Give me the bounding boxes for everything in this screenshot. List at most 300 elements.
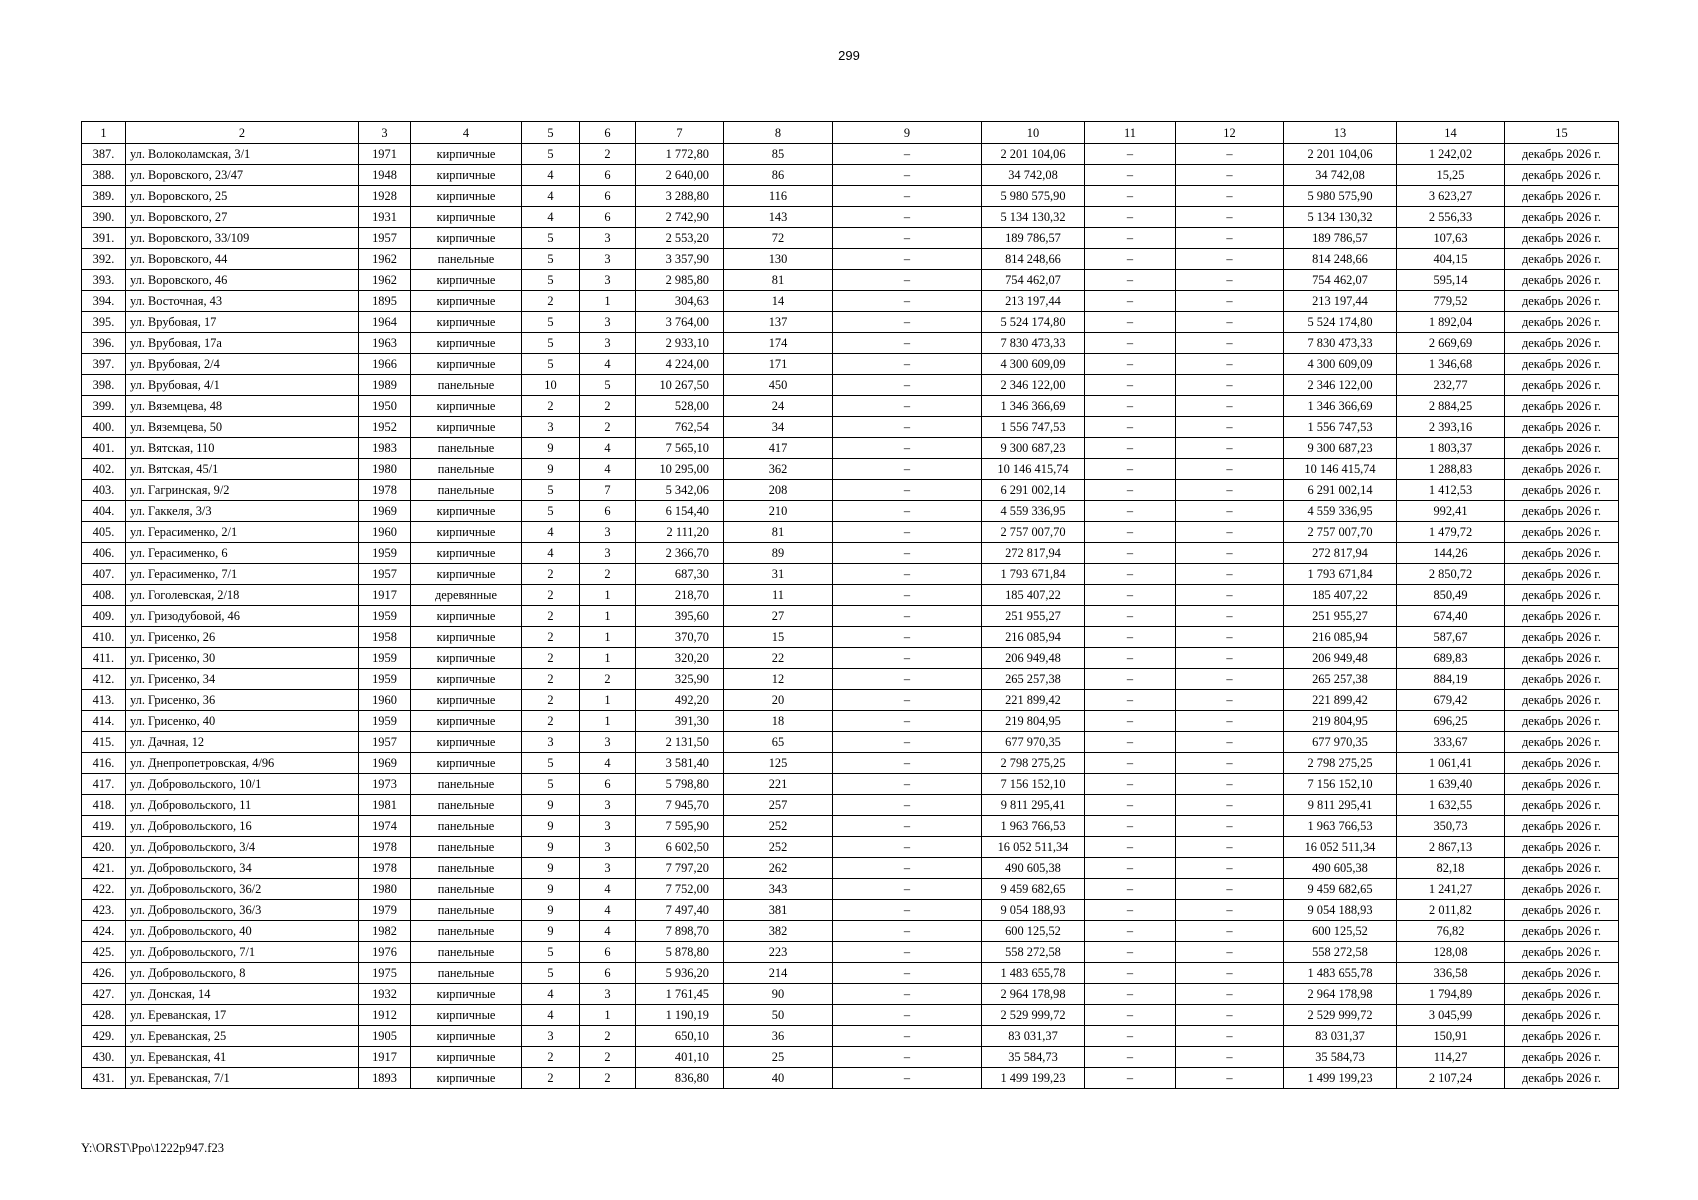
cell-year-built: 1974 bbox=[359, 816, 411, 837]
cell-entrances: 4 bbox=[580, 753, 636, 774]
cell-wall-material: панельные bbox=[411, 795, 522, 816]
cell-cost-per-m2: 350,73 bbox=[1397, 816, 1505, 837]
cell-wall-material: деревянные bbox=[411, 585, 522, 606]
cell-year-built: 1917 bbox=[359, 585, 411, 606]
cell-total-area: 2 131,50 bbox=[636, 732, 724, 753]
cell-col-11: – bbox=[1085, 879, 1176, 900]
cell-deadline: декабрь 2026 г. bbox=[1505, 648, 1619, 669]
cell-cost-total: 10 146 415,74 bbox=[982, 459, 1085, 480]
cell-col-12: – bbox=[1176, 1068, 1284, 1089]
cell-col-12: – bbox=[1176, 858, 1284, 879]
cell-row-number: 417. bbox=[82, 774, 126, 795]
cell-cost-total: 490 605,38 bbox=[982, 858, 1085, 879]
cell-address: ул. Ереванская, 25 bbox=[126, 1026, 359, 1047]
cell-cost-13: 206 949,48 bbox=[1284, 648, 1397, 669]
cell-entrances: 3 bbox=[580, 333, 636, 354]
cell-deadline: декабрь 2026 г. bbox=[1505, 690, 1619, 711]
cell-deadline: декабрь 2026 г. bbox=[1505, 228, 1619, 249]
cell-deadline: декабрь 2026 г. bbox=[1505, 144, 1619, 165]
cell-col-11: – bbox=[1085, 144, 1176, 165]
cell-cost-per-m2: 1 794,89 bbox=[1397, 984, 1505, 1005]
table-row bbox=[82, 1047, 1619, 1068]
cell-deadline: декабрь 2026 г. bbox=[1505, 1026, 1619, 1047]
cell-floors: 5 bbox=[522, 774, 580, 795]
cell-col-11: – bbox=[1085, 270, 1176, 291]
cell-cost-per-m2: 333,67 bbox=[1397, 732, 1505, 753]
cell-residents: 174 bbox=[724, 333, 833, 354]
cell-col-12: – bbox=[1176, 1005, 1284, 1026]
cell-col-12: – bbox=[1176, 732, 1284, 753]
cell-col-9: – bbox=[833, 480, 982, 501]
cell-row-number: 423. bbox=[82, 900, 126, 921]
cell-wall-material: кирпичные bbox=[411, 711, 522, 732]
cell-row-number: 406. bbox=[82, 543, 126, 564]
cell-cost-13: 9 811 295,41 bbox=[1284, 795, 1397, 816]
cell-cost-total: 216 085,94 bbox=[982, 627, 1085, 648]
cell-wall-material: кирпичные bbox=[411, 144, 522, 165]
table-row bbox=[82, 207, 1619, 228]
cell-cost-per-m2: 336,58 bbox=[1397, 963, 1505, 984]
cell-col-12: – bbox=[1176, 963, 1284, 984]
cell-address: ул. Герасименко, 7/1 bbox=[126, 564, 359, 585]
cell-col-11: – bbox=[1085, 564, 1176, 585]
cell-wall-material: кирпичные bbox=[411, 207, 522, 228]
cell-col-12: – bbox=[1176, 228, 1284, 249]
cell-year-built: 1895 bbox=[359, 291, 411, 312]
cell-year-built: 1980 bbox=[359, 459, 411, 480]
cell-total-area: 5 878,80 bbox=[636, 942, 724, 963]
cell-col-11: – bbox=[1085, 585, 1176, 606]
cell-deadline: декабрь 2026 г. bbox=[1505, 585, 1619, 606]
cell-col-9: – bbox=[833, 207, 982, 228]
cell-col-11: – bbox=[1085, 291, 1176, 312]
cell-deadline: декабрь 2026 г. bbox=[1505, 942, 1619, 963]
cell-cost-total: 185 407,22 bbox=[982, 585, 1085, 606]
cell-wall-material: кирпичные bbox=[411, 354, 522, 375]
cell-col-11: – bbox=[1085, 375, 1176, 396]
cell-floors: 5 bbox=[522, 753, 580, 774]
cell-address: ул. Ереванская, 41 bbox=[126, 1047, 359, 1068]
cell-cost-13: 10 146 415,74 bbox=[1284, 459, 1397, 480]
cell-col-9: – bbox=[833, 438, 982, 459]
cell-col-12: – bbox=[1176, 900, 1284, 921]
cell-cost-13: 4 300 609,09 bbox=[1284, 354, 1397, 375]
cell-deadline: декабрь 2026 г. bbox=[1505, 669, 1619, 690]
cell-col-9: – bbox=[833, 522, 982, 543]
cell-entrances: 1 bbox=[580, 606, 636, 627]
cell-deadline: декабрь 2026 г. bbox=[1505, 333, 1619, 354]
table-row bbox=[82, 732, 1619, 753]
cell-col-9: – bbox=[833, 963, 982, 984]
cell-col-9: – bbox=[833, 165, 982, 186]
cell-total-area: 2 933,10 bbox=[636, 333, 724, 354]
cell-col-12: – bbox=[1176, 249, 1284, 270]
column-header-1: 1 bbox=[82, 122, 126, 144]
cell-row-number: 414. bbox=[82, 711, 126, 732]
cell-cost-total: 9 459 682,65 bbox=[982, 879, 1085, 900]
cell-cost-13: 5 980 575,90 bbox=[1284, 186, 1397, 207]
cell-residents: 262 bbox=[724, 858, 833, 879]
cell-year-built: 1905 bbox=[359, 1026, 411, 1047]
cell-address: ул. Гризодубовой, 46 bbox=[126, 606, 359, 627]
cell-cost-per-m2: 696,25 bbox=[1397, 711, 1505, 732]
cell-wall-material: кирпичные bbox=[411, 165, 522, 186]
cell-col-12: – bbox=[1176, 1026, 1284, 1047]
cell-cost-13: 2 529 999,72 bbox=[1284, 1005, 1397, 1026]
cell-row-number: 405. bbox=[82, 522, 126, 543]
cell-cost-total: 1 346 366,69 bbox=[982, 396, 1085, 417]
cell-year-built: 1978 bbox=[359, 480, 411, 501]
cell-deadline: декабрь 2026 г. bbox=[1505, 207, 1619, 228]
cell-col-9: – bbox=[833, 879, 982, 900]
cell-floors: 5 bbox=[522, 942, 580, 963]
cell-deadline: декабрь 2026 г. bbox=[1505, 438, 1619, 459]
cell-col-9: – bbox=[833, 312, 982, 333]
cell-entrances: 3 bbox=[580, 858, 636, 879]
cell-floors: 9 bbox=[522, 438, 580, 459]
cell-deadline: декабрь 2026 г. bbox=[1505, 711, 1619, 732]
cell-col-9: – bbox=[833, 1047, 982, 1068]
cell-deadline: декабрь 2026 г. bbox=[1505, 795, 1619, 816]
cell-residents: 12 bbox=[724, 669, 833, 690]
cell-col-11: – bbox=[1085, 228, 1176, 249]
cell-floors: 5 bbox=[522, 501, 580, 522]
cell-deadline: декабрь 2026 г. bbox=[1505, 627, 1619, 648]
cell-year-built: 1959 bbox=[359, 606, 411, 627]
cell-deadline: декабрь 2026 г. bbox=[1505, 858, 1619, 879]
cell-floors: 3 bbox=[522, 732, 580, 753]
cell-residents: 85 bbox=[724, 144, 833, 165]
cell-entrances: 6 bbox=[580, 963, 636, 984]
cell-year-built: 1932 bbox=[359, 984, 411, 1005]
cell-year-built: 1928 bbox=[359, 186, 411, 207]
cell-address: ул. Вятская, 45/1 bbox=[126, 459, 359, 480]
cell-wall-material: кирпичные bbox=[411, 522, 522, 543]
column-header-15: 15 bbox=[1505, 122, 1619, 144]
cell-total-area: 5 798,80 bbox=[636, 774, 724, 795]
cell-cost-total: 189 786,57 bbox=[982, 228, 1085, 249]
cell-col-9: – bbox=[833, 858, 982, 879]
cell-residents: 20 bbox=[724, 690, 833, 711]
cell-deadline: декабрь 2026 г. bbox=[1505, 732, 1619, 753]
table-row bbox=[82, 501, 1619, 522]
table-row bbox=[82, 690, 1619, 711]
cell-cost-total: 5 134 130,32 bbox=[982, 207, 1085, 228]
table-row bbox=[82, 774, 1619, 795]
cell-residents: 81 bbox=[724, 522, 833, 543]
cell-wall-material: кирпичные bbox=[411, 984, 522, 1005]
table-row bbox=[82, 186, 1619, 207]
cell-total-area: 391,30 bbox=[636, 711, 724, 732]
cell-cost-total: 221 899,42 bbox=[982, 690, 1085, 711]
cell-col-9: – bbox=[833, 144, 982, 165]
cell-address: ул. Добровольского, 40 bbox=[126, 921, 359, 942]
cell-residents: 86 bbox=[724, 165, 833, 186]
cell-total-area: 2 985,80 bbox=[636, 270, 724, 291]
cell-deadline: декабрь 2026 г. bbox=[1505, 270, 1619, 291]
cell-col-11: – bbox=[1085, 1047, 1176, 1068]
cell-year-built: 1979 bbox=[359, 900, 411, 921]
cell-floors: 9 bbox=[522, 795, 580, 816]
cell-col-11: – bbox=[1085, 186, 1176, 207]
cell-row-number: 404. bbox=[82, 501, 126, 522]
cell-row-number: 391. bbox=[82, 228, 126, 249]
cell-row-number: 420. bbox=[82, 837, 126, 858]
cell-cost-total: 2 798 275,25 bbox=[982, 753, 1085, 774]
cell-cost-per-m2: 76,82 bbox=[1397, 921, 1505, 942]
cell-total-area: 7 565,10 bbox=[636, 438, 724, 459]
cell-address: ул. Грисенко, 34 bbox=[126, 669, 359, 690]
cell-deadline: декабрь 2026 г. bbox=[1505, 564, 1619, 585]
cell-cost-total: 9 300 687,23 bbox=[982, 438, 1085, 459]
cell-deadline: декабрь 2026 г. bbox=[1505, 396, 1619, 417]
cell-cost-per-m2: 2 669,69 bbox=[1397, 333, 1505, 354]
cell-entrances: 6 bbox=[580, 165, 636, 186]
cell-floors: 3 bbox=[522, 417, 580, 438]
cell-col-12: – bbox=[1176, 669, 1284, 690]
cell-floors: 9 bbox=[522, 879, 580, 900]
cell-col-11: – bbox=[1085, 501, 1176, 522]
cell-residents: 257 bbox=[724, 795, 833, 816]
cell-year-built: 1973 bbox=[359, 774, 411, 795]
cell-residents: 81 bbox=[724, 270, 833, 291]
cell-cost-total: 219 804,95 bbox=[982, 711, 1085, 732]
cell-residents: 14 bbox=[724, 291, 833, 312]
cell-col-12: – bbox=[1176, 606, 1284, 627]
cell-year-built: 1969 bbox=[359, 501, 411, 522]
cell-cost-13: 2 964 178,98 bbox=[1284, 984, 1397, 1005]
cell-total-area: 5 936,20 bbox=[636, 963, 724, 984]
cell-entrances: 1 bbox=[580, 690, 636, 711]
cell-wall-material: панельные bbox=[411, 480, 522, 501]
cell-address: ул. Воровского, 44 bbox=[126, 249, 359, 270]
cell-row-number: 396. bbox=[82, 333, 126, 354]
cell-wall-material: панельные bbox=[411, 837, 522, 858]
cell-cost-13: 1 483 655,78 bbox=[1284, 963, 1397, 984]
cell-residents: 22 bbox=[724, 648, 833, 669]
column-header-11: 11 bbox=[1085, 122, 1176, 144]
cell-col-11: – bbox=[1085, 984, 1176, 1005]
cell-cost-per-m2: 2 850,72 bbox=[1397, 564, 1505, 585]
cell-col-11: – bbox=[1085, 522, 1176, 543]
cell-col-9: – bbox=[833, 711, 982, 732]
cell-col-11: – bbox=[1085, 606, 1176, 627]
table-row bbox=[82, 375, 1619, 396]
cell-deadline: декабрь 2026 г. bbox=[1505, 522, 1619, 543]
cell-cost-total: 1 556 747,53 bbox=[982, 417, 1085, 438]
cell-floors: 5 bbox=[522, 480, 580, 501]
table-row bbox=[82, 669, 1619, 690]
cell-residents: 450 bbox=[724, 375, 833, 396]
cell-floors: 5 bbox=[522, 963, 580, 984]
cell-address: ул. Ереванская, 17 bbox=[126, 1005, 359, 1026]
cell-cost-per-m2: 3 623,27 bbox=[1397, 186, 1505, 207]
cell-cost-per-m2: 679,42 bbox=[1397, 690, 1505, 711]
cell-address: ул. Добровольского, 11 bbox=[126, 795, 359, 816]
cell-cost-total: 9 811 295,41 bbox=[982, 795, 1085, 816]
cell-floors: 9 bbox=[522, 858, 580, 879]
cell-row-number: 431. bbox=[82, 1068, 126, 1089]
cell-col-12: – bbox=[1176, 501, 1284, 522]
cell-cost-per-m2: 595,14 bbox=[1397, 270, 1505, 291]
cell-cost-total: 558 272,58 bbox=[982, 942, 1085, 963]
cell-year-built: 1966 bbox=[359, 354, 411, 375]
cell-cost-per-m2: 2 884,25 bbox=[1397, 396, 1505, 417]
cell-col-9: – bbox=[833, 1026, 982, 1047]
cell-year-built: 1959 bbox=[359, 648, 411, 669]
cell-total-area: 7 797,20 bbox=[636, 858, 724, 879]
cell-year-built: 1978 bbox=[359, 837, 411, 858]
cell-cost-per-m2: 674,40 bbox=[1397, 606, 1505, 627]
cell-col-9: – bbox=[833, 942, 982, 963]
cell-entrances: 3 bbox=[580, 312, 636, 333]
cell-cost-13: 34 742,08 bbox=[1284, 165, 1397, 186]
cell-row-number: 421. bbox=[82, 858, 126, 879]
cell-wall-material: кирпичные bbox=[411, 228, 522, 249]
cell-entrances: 3 bbox=[580, 249, 636, 270]
cell-residents: 210 bbox=[724, 501, 833, 522]
cell-cost-per-m2: 82,18 bbox=[1397, 858, 1505, 879]
cell-residents: 221 bbox=[724, 774, 833, 795]
cell-deadline: декабрь 2026 г. bbox=[1505, 984, 1619, 1005]
cell-row-number: 409. bbox=[82, 606, 126, 627]
cell-wall-material: кирпичные bbox=[411, 270, 522, 291]
cell-floors: 2 bbox=[522, 669, 580, 690]
cell-entrances: 2 bbox=[580, 564, 636, 585]
table-row bbox=[82, 312, 1619, 333]
cell-address: ул. Днепропетровская, 4/96 bbox=[126, 753, 359, 774]
cell-row-number: 422. bbox=[82, 879, 126, 900]
cell-cost-per-m2: 1 632,55 bbox=[1397, 795, 1505, 816]
cell-entrances: 5 bbox=[580, 375, 636, 396]
table-row bbox=[82, 900, 1619, 921]
housing-table bbox=[81, 121, 1619, 1089]
cell-address: ул. Воровского, 27 bbox=[126, 207, 359, 228]
cell-col-12: – bbox=[1176, 144, 1284, 165]
cell-floors: 9 bbox=[522, 459, 580, 480]
cell-residents: 40 bbox=[724, 1068, 833, 1089]
cell-cost-per-m2: 2 107,24 bbox=[1397, 1068, 1505, 1089]
cell-address: ул. Донская, 14 bbox=[126, 984, 359, 1005]
cell-col-9: – bbox=[833, 753, 982, 774]
cell-floors: 4 bbox=[522, 984, 580, 1005]
cell-col-9: – bbox=[833, 543, 982, 564]
cell-cost-13: 185 407,22 bbox=[1284, 585, 1397, 606]
cell-floors: 4 bbox=[522, 522, 580, 543]
cell-row-number: 418. bbox=[82, 795, 126, 816]
cell-col-11: – bbox=[1085, 249, 1176, 270]
cell-cost-total: 206 949,48 bbox=[982, 648, 1085, 669]
cell-address: ул. Грисенко, 36 bbox=[126, 690, 359, 711]
cell-col-12: – bbox=[1176, 291, 1284, 312]
file-path-footer: Y:\ORST\Ppo\1222p947.f23 bbox=[81, 1141, 224, 1155]
cell-floors: 2 bbox=[522, 711, 580, 732]
cell-col-9: – bbox=[833, 900, 982, 921]
cell-address: ул. Воровского, 46 bbox=[126, 270, 359, 291]
cell-col-12: – bbox=[1176, 984, 1284, 1005]
cell-row-number: 388. bbox=[82, 165, 126, 186]
cell-col-11: – bbox=[1085, 165, 1176, 186]
cell-col-12: – bbox=[1176, 270, 1284, 291]
cell-entrances: 7 bbox=[580, 480, 636, 501]
cell-row-number: 425. bbox=[82, 942, 126, 963]
cell-col-12: – bbox=[1176, 942, 1284, 963]
cell-col-9: – bbox=[833, 375, 982, 396]
cell-col-11: – bbox=[1085, 312, 1176, 333]
cell-cost-13: 265 257,38 bbox=[1284, 669, 1397, 690]
cell-cost-13: 16 052 511,34 bbox=[1284, 837, 1397, 858]
cell-year-built: 1959 bbox=[359, 669, 411, 690]
cell-year-built: 1959 bbox=[359, 543, 411, 564]
cell-entrances: 4 bbox=[580, 354, 636, 375]
table-row bbox=[82, 816, 1619, 837]
table-row bbox=[82, 564, 1619, 585]
cell-row-number: 413. bbox=[82, 690, 126, 711]
cell-col-12: – bbox=[1176, 438, 1284, 459]
cell-cost-total: 754 462,07 bbox=[982, 270, 1085, 291]
cell-wall-material: панельные bbox=[411, 921, 522, 942]
cell-floors: 10 bbox=[522, 375, 580, 396]
cell-total-area: 7 595,90 bbox=[636, 816, 724, 837]
cell-year-built: 1893 bbox=[359, 1068, 411, 1089]
cell-cost-per-m2: 1 479,72 bbox=[1397, 522, 1505, 543]
cell-wall-material: панельные bbox=[411, 438, 522, 459]
cell-col-12: – bbox=[1176, 879, 1284, 900]
cell-entrances: 1 bbox=[580, 711, 636, 732]
cell-row-number: 416. bbox=[82, 753, 126, 774]
cell-col-9: – bbox=[833, 648, 982, 669]
cell-col-11: – bbox=[1085, 459, 1176, 480]
cell-residents: 417 bbox=[724, 438, 833, 459]
cell-cost-total: 4 300 609,09 bbox=[982, 354, 1085, 375]
cell-col-11: – bbox=[1085, 354, 1176, 375]
cell-wall-material: панельные bbox=[411, 375, 522, 396]
cell-address: ул. Добровольского, 36/2 bbox=[126, 879, 359, 900]
cell-wall-material: панельные bbox=[411, 963, 522, 984]
cell-total-area: 6 602,50 bbox=[636, 837, 724, 858]
cell-col-12: – bbox=[1176, 627, 1284, 648]
cell-row-number: 403. bbox=[82, 480, 126, 501]
cell-year-built: 1957 bbox=[359, 564, 411, 585]
column-header-7: 7 bbox=[636, 122, 724, 144]
cell-cost-total: 7 830 473,33 bbox=[982, 333, 1085, 354]
cell-col-11: – bbox=[1085, 837, 1176, 858]
cell-total-area: 2 742,90 bbox=[636, 207, 724, 228]
cell-address: ул. Добровольского, 7/1 bbox=[126, 942, 359, 963]
cell-address: ул. Вяземцева, 48 bbox=[126, 396, 359, 417]
table-row bbox=[82, 585, 1619, 606]
table-row bbox=[82, 165, 1619, 186]
cell-deadline: декабрь 2026 г. bbox=[1505, 291, 1619, 312]
cell-col-12: – bbox=[1176, 711, 1284, 732]
cell-cost-total: 34 742,08 bbox=[982, 165, 1085, 186]
cell-deadline: декабрь 2026 г. bbox=[1505, 900, 1619, 921]
cell-cost-total: 5 524 174,80 bbox=[982, 312, 1085, 333]
cell-year-built: 1952 bbox=[359, 417, 411, 438]
cell-cost-13: 9 054 188,93 bbox=[1284, 900, 1397, 921]
cell-floors: 4 bbox=[522, 186, 580, 207]
table-header-row bbox=[82, 122, 1619, 144]
cell-residents: 90 bbox=[724, 984, 833, 1005]
column-header-12: 12 bbox=[1176, 122, 1284, 144]
cell-entrances: 3 bbox=[580, 837, 636, 858]
cell-address: ул. Воровского, 33/109 bbox=[126, 228, 359, 249]
cell-address: ул. Грисенко, 40 bbox=[126, 711, 359, 732]
cell-address: ул. Грисенко, 30 bbox=[126, 648, 359, 669]
table-row bbox=[82, 144, 1619, 165]
cell-col-9: – bbox=[833, 249, 982, 270]
cell-cost-per-m2: 992,41 bbox=[1397, 501, 1505, 522]
